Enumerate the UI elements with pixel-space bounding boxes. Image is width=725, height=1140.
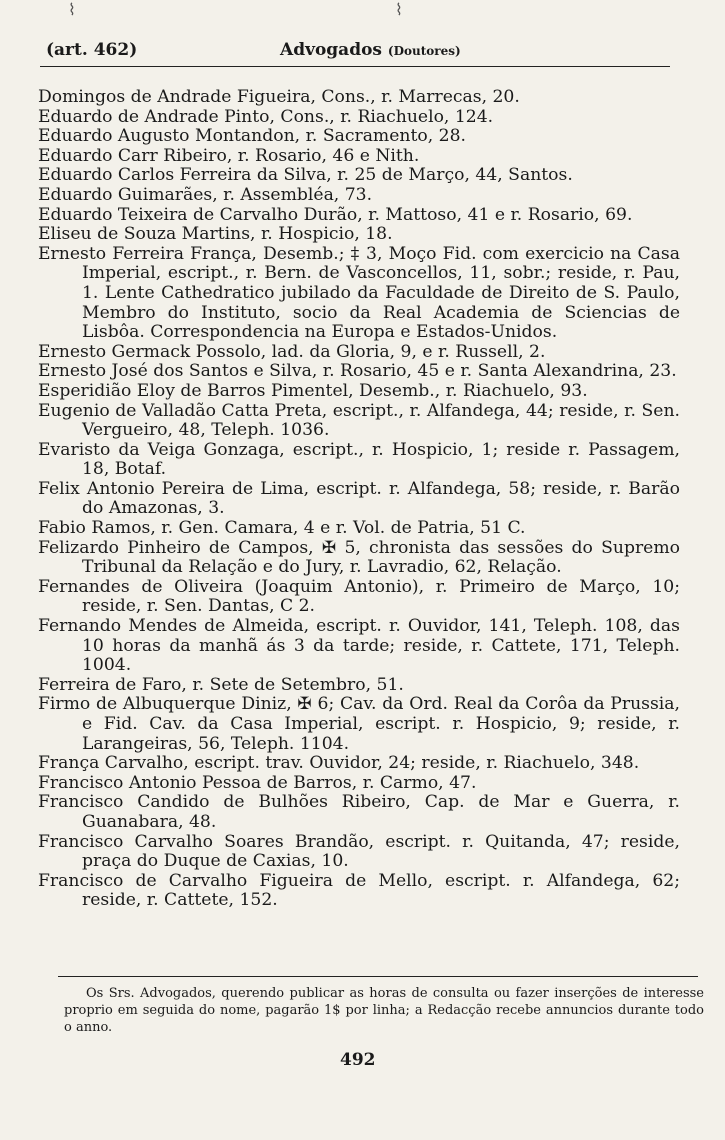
- directory-entry: Domingos de Andrade Figueira, Cons., r. Marrecas, 20.: [38, 87, 520, 107]
- directory-entry: Eugenio de Valladão Catta Preta, escript., r. Alfandega, 44; reside, r. Sen. Vergueiro, 48, Teleph. 1036.: [38, 400, 680, 441]
- directory-entry: Esperidião Eloy de Barros Pimentel, Desemb., r. Riachuelo, 93.: [38, 380, 588, 401]
- section-title-text: Advogados: [280, 40, 382, 60]
- directory-entry: Francisco de Carvalho Figueira de Mello, escript. r. Alfandega, 62; reside, r. Cattete, 152.: [38, 870, 680, 911]
- footnote: [64, 985, 704, 1036]
- directory-entry: Ferreira de Faro, r. Sete de Setembro, 51.: [38, 674, 404, 695]
- directory-entry: Eduardo Carr Ribeiro, r. Rosario, 46 e Nith.: [38, 145, 420, 166]
- directory-entry: Fernando Mendes de Almeida, escript. r. Ouvidor, 141, Teleph. 108, das 10 horas da manhã ás 3 da tarde; reside, r. Cattete, 171, Teleph. 1004.: [38, 616, 680, 676]
- directory-entry: Ernesto Ferreira França, Desemb.; ‡ 3, Moço Fid. com exercicio na Casa Imperial, escript., r. Bern. de Vasconcellos, 11, sobr.; reside, r. Pau, 1. Lente Cathedratico jubilado da Faculdade de Direito de S. Paulo, Membro do Instituto, socio da Real Academia de Sciencias de Lisbôa. Correspondencia na Europa e Estados-Unidos.: [38, 243, 680, 343]
- directory-entry: Fernandes de Oliveira (Joaquim Antonio), r. Primeiro de Março, 10; reside, r. Sen. Dantas, C 2.: [38, 576, 680, 617]
- directory-entry: Eduardo Augusto Montandon, r. Sacramento, 28.: [38, 126, 466, 147]
- directory-entry: Eduardo Carlos Ferreira da Silva, r. 25 de Março, 44, Santos.: [38, 165, 573, 186]
- footnote-text: Os Srs. Advogados, querendo publicar as horas de consulta ou fazer inserções de interesse proprio em seguida do nome, pagarão 1$ por linha; a Redacção recebe annuncios durante todo o anno.: [64, 986, 704, 1035]
- print-mark: ⌇: [68, 0, 76, 19]
- directory-entry: Fabio Ramos, r. Gen. Camara, 4 e r. Vol. de Patria, 51 C.: [38, 518, 526, 539]
- entry-list: [38, 88, 680, 911]
- directory-entry: Ernesto Germack Possolo, lad. da Gloria, 9, e r. Russell, 2.: [38, 341, 546, 362]
- directory-entry: Francisco Antonio Pessoa de Barros, r. Carmo, 47.: [38, 772, 477, 793]
- directory-entry: Eliseu de Souza Martins, r. Hospicio, 18.: [38, 224, 393, 245]
- print-mark: ⌇: [395, 0, 403, 19]
- section-subtitle: (Doutores): [387, 44, 461, 58]
- directory-entry: Eduardo Guimarães, r. Assembléa, 73.: [38, 184, 373, 205]
- directory-entry: Firmo de Albuquerque Diniz, ✠ 6; Cav. da Ord. Real da Corôa da Prussia, e Fid. Cav. da Casa Imperial, escript. r. Hospicio, 9; reside, r. Larangeiras, 56, Teleph. 1104.: [38, 694, 680, 754]
- article-number: (art. 462): [46, 40, 138, 60]
- footnote-divider: [58, 976, 698, 977]
- section-title: [280, 40, 461, 60]
- directory-entry: Eduardo Teixeira de Carvalho Durão, r. Mattoso, 41 e r. Rosario, 69.: [38, 204, 633, 225]
- directory-entry: Felizardo Pinheiro de Campos, ✠ 5, chronista das sessões do Supremo Tribunal da Relação e do Jury, r. Lavradio, 62, Relação.: [38, 537, 680, 578]
- directory-entry: Felix Antonio Pereira de Lima, escript. r. Alfandega, 58; reside, r. Barão do Amazonas, 3.: [38, 478, 680, 519]
- directory-entry: França Carvalho, escript. trav. Ouvidor, 24; reside, r. Riachuelo, 348.: [38, 753, 640, 774]
- directory-entry: Eduardo de Andrade Pinto, Cons., r. Riachuelo, 124.: [38, 106, 494, 127]
- page-number: 492: [340, 1050, 376, 1070]
- directory-entry: Francisco Candido de Bulhões Ribeiro, Cap. de Mar e Guerra, r. Guanabara, 48.: [38, 792, 680, 832]
- page-header: [40, 36, 670, 67]
- directory-entry: Evaristo da Veiga Gonzaga, escript., r. Hospicio, 1; reside r. Passagem, 18, Botaf.: [38, 439, 680, 480]
- directory-entry: Ernesto José dos Santos e Silva, r. Rosario, 45 e r. Santa Alexandrina, 23.: [38, 361, 677, 382]
- directory-entry: Francisco Carvalho Soares Brandão, escript. r. Quitanda, 47; reside, praça do Duque de Caxias, 10.: [38, 831, 680, 872]
